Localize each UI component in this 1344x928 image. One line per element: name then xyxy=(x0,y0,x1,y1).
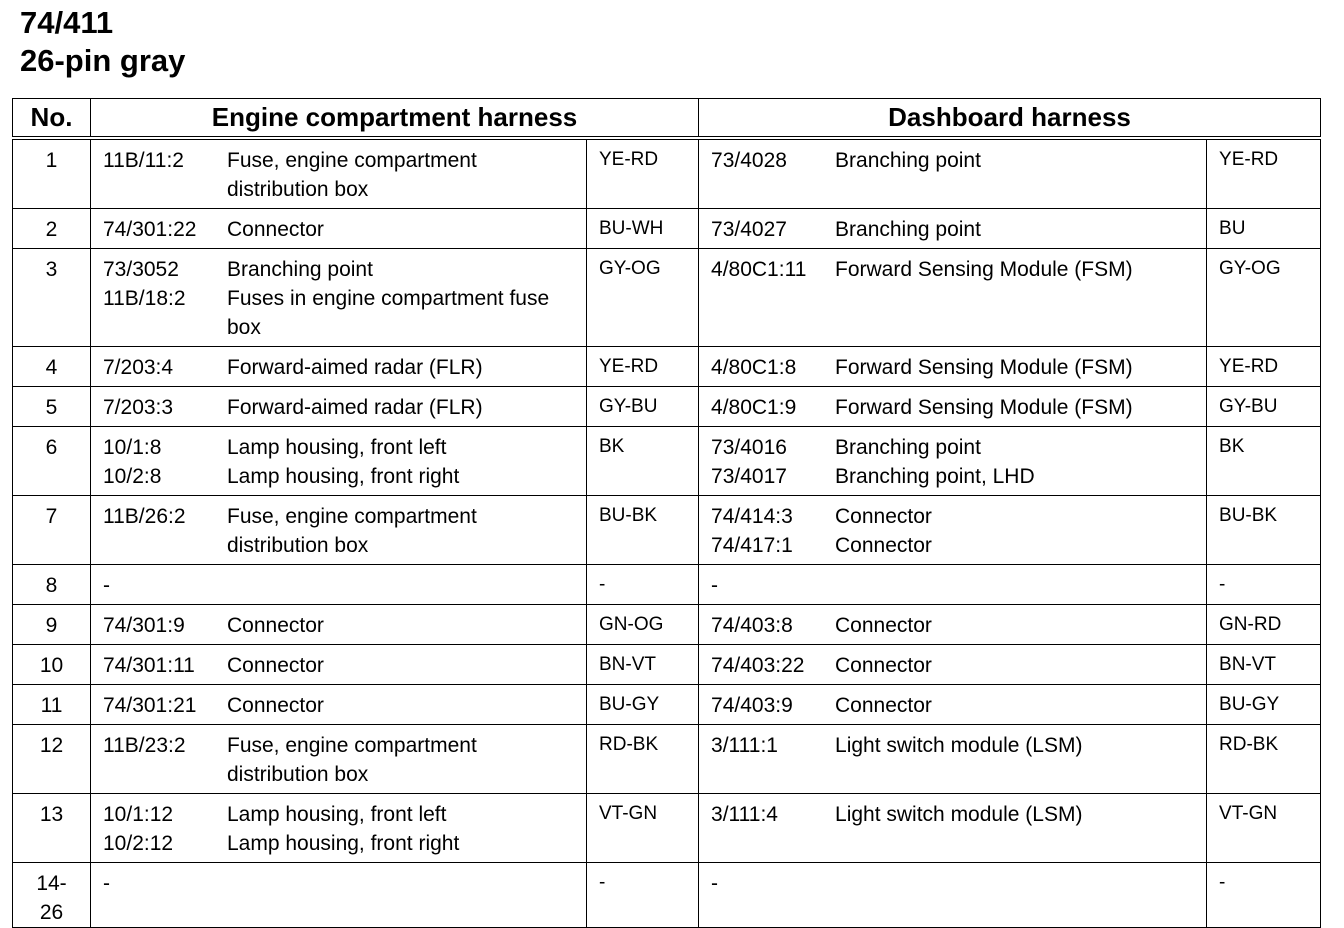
dashboard-terminal-code: 4/80C1:9 xyxy=(711,396,797,419)
dashboard-harness-items xyxy=(699,138,1207,209)
engine-harness-items xyxy=(91,138,587,209)
list-item xyxy=(91,462,586,491)
engine-terminal-code: 73/3052 xyxy=(103,258,179,281)
dashboard-wire-color: GN-RD xyxy=(1207,605,1321,645)
dashboard-terminal-description: Light switch module (LSM) xyxy=(835,803,1083,826)
engine-wire-color: GN-OG xyxy=(587,605,699,645)
engine-wire-color: GY-OG xyxy=(587,249,699,347)
engine-wire-color: - xyxy=(587,863,699,928)
dashboard-terminal-code: 73/4028 xyxy=(711,149,787,172)
dashboard-terminal-code: 74/403:8 xyxy=(711,614,793,637)
engine-terminal-description: Forward-aimed radar (FLR) xyxy=(227,396,483,419)
engine-terminal-code: 10/2:12 xyxy=(103,832,174,855)
list-item xyxy=(699,433,1206,462)
engine-harness-items xyxy=(91,725,587,794)
engine-wire-color: RD-BK xyxy=(587,725,699,794)
list-item xyxy=(699,691,1206,720)
table-row xyxy=(13,496,1321,565)
engine-harness-items xyxy=(91,496,587,565)
dashboard-terminal-code: - xyxy=(711,574,719,597)
list-item xyxy=(699,611,1206,640)
dashboard-wire-color: BN-VT xyxy=(1207,645,1321,685)
engine-wire-color: BU-BK xyxy=(587,496,699,565)
dashboard-terminal-code: 74/403:9 xyxy=(711,694,793,717)
dashboard-terminal-description: Branching point xyxy=(835,149,981,172)
table-row xyxy=(13,427,1321,496)
engine-terminal-description: Connector xyxy=(227,218,324,241)
dashboard-terminal-code: 74/417:1 xyxy=(711,534,793,557)
table-row xyxy=(13,645,1321,685)
table-row xyxy=(13,138,1321,209)
pin-number: 13 xyxy=(13,794,91,863)
engine-wire-color: YE-RD xyxy=(587,347,699,387)
engine-harness-items xyxy=(91,209,587,249)
engine-terminal-description: Branching point xyxy=(227,258,373,281)
list-item xyxy=(91,433,586,462)
engine-terminal-description: Lamp housing, front left xyxy=(227,436,447,459)
dashboard-wire-color: - xyxy=(1207,863,1321,928)
list-item xyxy=(91,869,586,898)
dashboard-wire-color: YE-RD xyxy=(1207,347,1321,387)
dashboard-wire-color: YE-RD xyxy=(1207,138,1321,209)
dashboard-harness-items xyxy=(699,347,1207,387)
dashboard-harness-items xyxy=(699,725,1207,794)
dashboard-wire-color: RD-BK xyxy=(1207,725,1321,794)
dashboard-harness-items xyxy=(699,794,1207,863)
engine-harness-items xyxy=(91,794,587,863)
table-row xyxy=(13,347,1321,387)
dashboard-terminal-description: Connector xyxy=(835,614,932,637)
list-item xyxy=(91,255,586,284)
header-engine-harness: Engine compartment harness xyxy=(91,99,699,139)
engine-terminal-description: Connector xyxy=(227,694,324,717)
pin-number: 12 xyxy=(13,725,91,794)
dashboard-terminal-code: 4/80C1:11 xyxy=(711,258,807,281)
dashboard-harness-items xyxy=(699,209,1207,249)
engine-terminal-description: Lamp housing, front right xyxy=(227,465,460,488)
engine-terminal-description: Lamp housing, front right xyxy=(227,832,460,855)
dashboard-harness-items xyxy=(699,605,1207,645)
dashboard-harness-items xyxy=(699,565,1207,605)
engine-terminal-code: 10/2:8 xyxy=(103,465,162,488)
engine-terminal-code: 11B/11:2 xyxy=(103,149,184,172)
list-item xyxy=(91,651,586,680)
list-item xyxy=(699,255,1206,284)
dashboard-terminal-description xyxy=(835,869,1206,898)
engine-harness-items xyxy=(91,387,587,427)
table-row xyxy=(13,794,1321,863)
engine-terminal-code: 10/1:12 xyxy=(103,803,174,826)
engine-harness-items xyxy=(91,685,587,725)
pin-number: 1 xyxy=(13,138,91,209)
dashboard-terminal-description: Forward Sensing Module (FSM) xyxy=(835,356,1133,379)
engine-terminal-code: 11B/18:2 xyxy=(103,287,186,310)
engine-wire-color: GY-BU xyxy=(587,387,699,427)
table-row xyxy=(13,249,1321,347)
engine-terminal-description: Fuse, engine compartment distribution box xyxy=(227,149,477,201)
dashboard-harness-items xyxy=(699,685,1207,725)
list-item xyxy=(699,731,1206,760)
dashboard-wire-color: BK xyxy=(1207,427,1321,496)
engine-terminal-description: Fuses in engine compartment fuse box xyxy=(227,287,550,339)
dashboard-wire-color: - xyxy=(1207,565,1321,605)
table-row xyxy=(13,605,1321,645)
pin-number: 2 xyxy=(13,209,91,249)
dashboard-harness-items xyxy=(699,427,1207,496)
list-item xyxy=(91,393,586,422)
engine-harness-items xyxy=(91,427,587,496)
list-item xyxy=(699,800,1206,829)
dashboard-harness-items xyxy=(699,496,1207,565)
dashboard-terminal-code: 74/414:3 xyxy=(711,505,793,528)
engine-harness-items xyxy=(91,605,587,645)
pin-number: 11 xyxy=(13,685,91,725)
pin-number: 8 xyxy=(13,565,91,605)
list-item xyxy=(699,393,1206,422)
list-item xyxy=(699,353,1206,382)
dashboard-terminal-code: 3/111:1 xyxy=(711,734,778,757)
table-row xyxy=(13,725,1321,794)
engine-terminal-code: 7/203:4 xyxy=(103,356,174,379)
engine-harness-items xyxy=(91,565,587,605)
engine-harness-items xyxy=(91,249,587,347)
dashboard-terminal-description: Branching point, LHD xyxy=(835,465,1035,488)
engine-terminal-code: - xyxy=(103,574,110,597)
list-item xyxy=(91,502,586,560)
engine-terminal-description: Fuse, engine compartment distribution box xyxy=(227,734,477,786)
pin-assignment-table xyxy=(12,98,1321,928)
dashboard-harness-items xyxy=(699,863,1207,928)
header-dashboard-harness: Dashboard harness xyxy=(699,99,1321,139)
connector-type: 26-pin gray xyxy=(20,43,186,78)
engine-terminal-code: - xyxy=(103,872,110,895)
list-item xyxy=(91,731,586,789)
table-row xyxy=(13,863,1321,928)
dashboard-wire-color: GY-OG xyxy=(1207,249,1321,347)
table-header-row xyxy=(13,99,1321,139)
pin-number: 7 xyxy=(13,496,91,565)
engine-terminal-description: Fuse, engine compartment distribution box xyxy=(227,505,477,557)
dashboard-terminal-description: Branching point xyxy=(835,218,981,241)
engine-wire-color: BU-WH xyxy=(587,209,699,249)
dashboard-wire-color: BU-GY xyxy=(1207,685,1321,725)
engine-harness-items xyxy=(91,863,587,928)
dashboard-terminal-description: Connector xyxy=(835,505,932,528)
pin-number: 6 xyxy=(13,427,91,496)
engine-terminal-code: 10/1:8 xyxy=(103,436,162,459)
engine-terminal-description: Connector xyxy=(227,654,324,677)
list-item xyxy=(91,829,586,858)
dashboard-terminal-code: 4/80C1:8 xyxy=(711,356,797,379)
list-item xyxy=(699,869,1206,898)
dashboard-wire-color: BU xyxy=(1207,209,1321,249)
engine-wire-color: BN-VT xyxy=(587,645,699,685)
engine-wire-color: VT-GN xyxy=(587,794,699,863)
dashboard-terminal-code: 74/403:22 xyxy=(711,654,805,677)
engine-wire-color: YE-RD xyxy=(587,138,699,209)
list-item xyxy=(91,611,586,640)
dashboard-harness-items xyxy=(699,387,1207,427)
list-item xyxy=(91,353,586,382)
list-item xyxy=(699,215,1206,244)
engine-harness-items xyxy=(91,347,587,387)
dashboard-wire-color: BU-BK xyxy=(1207,496,1321,565)
list-item xyxy=(699,571,1206,600)
dashboard-wire-color: GY-BU xyxy=(1207,387,1321,427)
dashboard-terminal-code: 3/111:4 xyxy=(711,803,778,826)
engine-terminal-code: 11B/23:2 xyxy=(103,734,186,757)
dashboard-terminal-code: 73/4016 xyxy=(711,436,787,459)
engine-terminal-code: 11B/26:2 xyxy=(103,505,186,528)
list-item xyxy=(91,571,586,600)
dashboard-terminal-code: 73/4017 xyxy=(711,465,787,488)
dashboard-wire-color: VT-GN xyxy=(1207,794,1321,863)
pin-number: 3 xyxy=(13,249,91,347)
engine-wire-color: - xyxy=(587,565,699,605)
pin-number: 4 xyxy=(13,347,91,387)
table-row xyxy=(13,209,1321,249)
list-item xyxy=(91,146,586,204)
list-item xyxy=(699,462,1206,491)
connector-id: 74/411 xyxy=(20,5,114,40)
engine-terminal-description: Lamp housing, front left xyxy=(227,803,447,826)
dashboard-harness-items xyxy=(699,645,1207,685)
header-no: No. xyxy=(13,99,91,139)
table-row xyxy=(13,565,1321,605)
engine-terminal-description: Connector xyxy=(227,614,324,637)
table-row xyxy=(13,685,1321,725)
engine-terminal-description xyxy=(227,869,586,898)
dashboard-terminal-code: - xyxy=(711,872,719,895)
engine-terminal-code: 7/203:3 xyxy=(103,396,174,419)
dashboard-terminal-description: Connector xyxy=(835,654,932,677)
engine-terminal-code: 74/301:21 xyxy=(103,694,197,717)
dashboard-harness-items xyxy=(699,249,1207,347)
engine-terminal-description xyxy=(227,571,586,600)
engine-terminal-code: 74/301:22 xyxy=(103,218,197,241)
engine-terminal-description: Forward-aimed radar (FLR) xyxy=(227,356,483,379)
list-item xyxy=(699,531,1206,560)
dashboard-terminal-description: Forward Sensing Module (FSM) xyxy=(835,396,1133,419)
table-body xyxy=(13,138,1321,928)
engine-terminal-code: 74/301:9 xyxy=(103,614,185,637)
dashboard-terminal-description: Light switch module (LSM) xyxy=(835,734,1083,757)
pin-number: 14- 26 xyxy=(13,863,91,928)
pin-number: 9 xyxy=(13,605,91,645)
engine-wire-color: BU-GY xyxy=(587,685,699,725)
dashboard-terminal-description: Forward Sensing Module (FSM) xyxy=(835,258,1133,281)
dashboard-terminal-description: Connector xyxy=(835,534,932,557)
dashboard-terminal-description: Branching point xyxy=(835,436,981,459)
pin-number: 5 xyxy=(13,387,91,427)
list-item xyxy=(699,651,1206,680)
dashboard-terminal-description xyxy=(835,571,1206,600)
list-item xyxy=(699,146,1206,175)
list-item xyxy=(699,502,1206,531)
list-item xyxy=(91,800,586,829)
list-item xyxy=(91,215,586,244)
table-row xyxy=(13,387,1321,427)
dashboard-terminal-description: Connector xyxy=(835,694,932,717)
list-item xyxy=(91,691,586,720)
engine-terminal-code: 74/301:11 xyxy=(103,654,195,677)
engine-harness-items xyxy=(91,645,587,685)
pin-number: 10 xyxy=(13,645,91,685)
dashboard-terminal-code: 73/4027 xyxy=(711,218,787,241)
engine-wire-color: BK xyxy=(587,427,699,496)
list-item xyxy=(91,284,586,342)
connector-title xyxy=(20,4,185,80)
